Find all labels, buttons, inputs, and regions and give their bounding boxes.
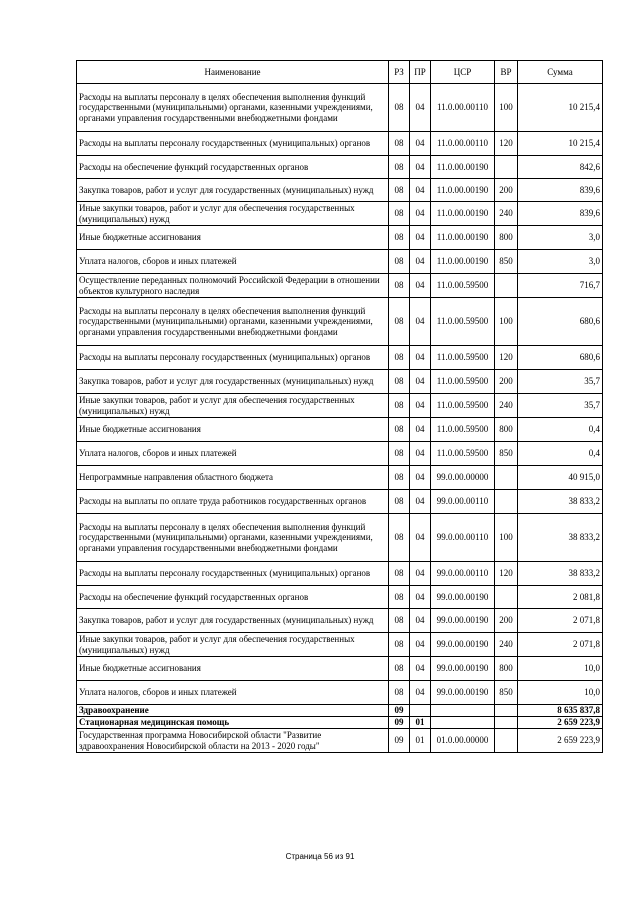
cell-csr: 11.0.00.00110 (431, 132, 495, 156)
cell-name: Осуществление переданных полномочий Российской Федерации в отношении объектов культурного наследия (77, 274, 389, 298)
cell-pr: 04 (410, 226, 431, 250)
cell-pr: 04 (410, 156, 431, 179)
cell-pr: 04 (410, 586, 431, 609)
cell-vr: 200 (495, 179, 518, 202)
cell-vr (495, 466, 518, 490)
cell-rz: 08 (389, 657, 410, 681)
cell-sum: 38 833,2 (518, 490, 603, 514)
cell-pr: 04 (410, 442, 431, 466)
cell-vr: 100 (495, 514, 518, 562)
cell-csr: 11.0.00.59500 (431, 394, 495, 418)
cell-name: Здравоохранение (77, 705, 389, 717)
cell-csr: 11.0.00.00190 (431, 250, 495, 274)
table-row (77, 202, 603, 226)
cell-rz: 08 (389, 346, 410, 370)
cell-name: Уплата налогов, сборов и иных платежей (77, 681, 389, 705)
cell-pr: 04 (410, 466, 431, 490)
cell-rz: 08 (389, 226, 410, 250)
cell-rz: 08 (389, 586, 410, 609)
cell-sum: 35,7 (518, 394, 603, 418)
cell-csr: 99.0.00.00190 (431, 609, 495, 633)
table-row (77, 609, 603, 633)
table-row (77, 705, 603, 717)
cell-sum: 680,6 (518, 346, 603, 370)
table-row (77, 370, 603, 394)
cell-pr: 04 (410, 681, 431, 705)
table-row (77, 657, 603, 681)
cell-sum: 2 659 223,9 (518, 717, 603, 729)
cell-vr (495, 156, 518, 179)
table-row (77, 562, 603, 586)
table-row (77, 346, 603, 370)
cell-vr (495, 274, 518, 298)
table-row (77, 179, 603, 202)
cell-rz: 08 (389, 562, 410, 586)
cell-name: Иные бюджетные ассигнования (77, 657, 389, 681)
cell-pr (410, 705, 431, 717)
table-row (77, 274, 603, 298)
header-pr: ПР (410, 61, 431, 84)
cell-name: Уплата налогов, сборов и иных платежей (77, 250, 389, 274)
cell-name: Расходы на обеспечение функций государственных органов (77, 586, 389, 609)
cell-pr: 04 (410, 179, 431, 202)
cell-sum: 10 215,4 (518, 84, 603, 132)
page-number: Страница 56 из 91 (285, 852, 355, 861)
cell-name: Закупка товаров, работ и услуг для государственных (муниципальных) нужд (77, 179, 389, 202)
cell-name: Государственная программа Новосибирской области "Развитие здравоохранения Новосибирской области на 2013 - 2020 годы" (77, 729, 389, 753)
cell-pr: 04 (410, 394, 431, 418)
cell-name: Иные бюджетные ассигнования (77, 418, 389, 442)
cell-rz: 09 (389, 717, 410, 729)
cell-rz: 08 (389, 370, 410, 394)
cell-csr: 99.0.00.00000 (431, 466, 495, 490)
cell-vr (495, 586, 518, 609)
cell-pr: 04 (410, 490, 431, 514)
cell-rz: 08 (389, 633, 410, 657)
cell-sum: 716,7 (518, 274, 603, 298)
cell-pr: 04 (410, 370, 431, 394)
cell-pr: 04 (410, 202, 431, 226)
cell-pr: 04 (410, 657, 431, 681)
cell-rz: 08 (389, 156, 410, 179)
cell-vr (495, 705, 518, 717)
cell-csr: 99.0.00.00190 (431, 681, 495, 705)
cell-name: Расходы на выплаты персоналу государственных (муниципальных) органов (77, 346, 389, 370)
cell-rz: 08 (389, 179, 410, 202)
cell-pr: 04 (410, 132, 431, 156)
cell-csr: 99.0.00.00110 (431, 562, 495, 586)
cell-sum: 8 635 837,8 (518, 705, 603, 717)
cell-vr: 100 (495, 298, 518, 346)
table-row (77, 514, 603, 562)
cell-vr: 800 (495, 226, 518, 250)
cell-pr: 04 (410, 609, 431, 633)
cell-rz: 08 (389, 418, 410, 442)
table-row (77, 681, 603, 705)
cell-sum: 839,6 (518, 202, 603, 226)
cell-vr: 240 (495, 202, 518, 226)
cell-name: Иные закупки товаров, работ и услуг для обеспечения государственных (муниципальных) нужд (77, 202, 389, 226)
cell-rz: 08 (389, 274, 410, 298)
cell-csr: 11.0.00.00190 (431, 179, 495, 202)
cell-rz: 09 (389, 705, 410, 717)
table-row (77, 490, 603, 514)
cell-name: Иные закупки товаров, работ и услуг для обеспечения государственных (муниципальных) нужд (77, 633, 389, 657)
table-row (77, 633, 603, 657)
cell-vr: 850 (495, 681, 518, 705)
cell-rz: 09 (389, 729, 410, 753)
cell-rz: 08 (389, 466, 410, 490)
header-vr: ВР (495, 61, 518, 84)
cell-rz: 08 (389, 132, 410, 156)
cell-csr: 11.0.00.59500 (431, 274, 495, 298)
cell-name: Расходы на выплаты персоналу в целях обеспечения выполнения функций государственными (муниципальными) органами, казенными учреждениями, органами управления государственными внебюджетными фондами (77, 84, 389, 132)
cell-csr: 11.0.00.59500 (431, 418, 495, 442)
cell-vr: 240 (495, 633, 518, 657)
cell-rz: 08 (389, 681, 410, 705)
cell-vr: 800 (495, 657, 518, 681)
cell-rz: 08 (389, 490, 410, 514)
cell-vr (495, 717, 518, 729)
cell-pr: 04 (410, 514, 431, 562)
cell-sum: 3,0 (518, 250, 603, 274)
table-header-row (77, 61, 603, 84)
cell-name: Уплата налогов, сборов и иных платежей (77, 442, 389, 466)
cell-csr: 11.0.00.59500 (431, 346, 495, 370)
cell-pr: 04 (410, 633, 431, 657)
cell-vr: 850 (495, 250, 518, 274)
table-row (77, 156, 603, 179)
table-row (77, 226, 603, 250)
cell-vr: 120 (495, 562, 518, 586)
cell-vr: 200 (495, 609, 518, 633)
table-row (77, 250, 603, 274)
cell-pr: 01 (410, 717, 431, 729)
cell-sum: 0,4 (518, 418, 603, 442)
table-row (77, 132, 603, 156)
cell-name: Расходы на выплаты персоналу государственных (муниципальных) органов (77, 132, 389, 156)
cell-csr: 11.0.00.00190 (431, 156, 495, 179)
cell-pr: 04 (410, 250, 431, 274)
cell-rz: 08 (389, 250, 410, 274)
cell-sum: 2 071,8 (518, 633, 603, 657)
cell-name: Закупка товаров, работ и услуг для государственных (муниципальных) нужд (77, 370, 389, 394)
cell-vr (495, 490, 518, 514)
cell-csr: 11.0.00.00110 (431, 84, 495, 132)
table-body (77, 84, 603, 753)
cell-rz: 08 (389, 609, 410, 633)
cell-pr: 04 (410, 562, 431, 586)
header-rz: РЗ (389, 61, 410, 84)
cell-rz: 08 (389, 394, 410, 418)
cell-sum: 2 659 223,9 (518, 729, 603, 753)
cell-name: Иные закупки товаров, работ и услуг для обеспечения государственных (муниципальных) нужд (77, 394, 389, 418)
cell-vr: 240 (495, 394, 518, 418)
cell-rz: 08 (389, 202, 410, 226)
table-row (77, 586, 603, 609)
cell-csr: 99.0.00.00190 (431, 633, 495, 657)
cell-sum: 35,7 (518, 370, 603, 394)
table-row (77, 729, 603, 753)
cell-pr: 01 (410, 729, 431, 753)
cell-vr: 800 (495, 418, 518, 442)
table-row (77, 442, 603, 466)
header-name: Наименование (77, 61, 389, 84)
cell-vr: 850 (495, 442, 518, 466)
cell-vr: 100 (495, 84, 518, 132)
cell-sum: 38 833,2 (518, 562, 603, 586)
cell-pr: 04 (410, 418, 431, 442)
cell-csr: 11.0.00.00190 (431, 202, 495, 226)
table-row (77, 394, 603, 418)
cell-pr: 04 (410, 84, 431, 132)
cell-rz: 08 (389, 298, 410, 346)
cell-vr: 120 (495, 346, 518, 370)
cell-sum: 38 833,2 (518, 514, 603, 562)
cell-csr (431, 705, 495, 717)
cell-name: Закупка товаров, работ и услуг для государственных (муниципальных) нужд (77, 609, 389, 633)
cell-csr: 11.0.00.59500 (431, 298, 495, 346)
budget-table (76, 60, 603, 753)
cell-sum: 3,0 (518, 226, 603, 250)
header-sum: Сумма (518, 61, 603, 84)
cell-sum: 839,6 (518, 179, 603, 202)
cell-csr: 01.0.00.00000 (431, 729, 495, 753)
cell-csr: 99.0.00.00110 (431, 514, 495, 562)
header-csr: ЦСР (431, 61, 495, 84)
cell-vr: 120 (495, 132, 518, 156)
cell-csr: 99.0.00.00190 (431, 657, 495, 681)
cell-vr (495, 729, 518, 753)
cell-rz: 08 (389, 514, 410, 562)
cell-name: Непрограммные направления областного бюджета (77, 466, 389, 490)
cell-csr: 11.0.00.59500 (431, 442, 495, 466)
cell-name: Расходы на выплаты персоналу в целях обеспечения выполнения функций государственными (муниципальными) органами, казенными учреждениями, органами управления государственными внебюджетными фондами (77, 298, 389, 346)
cell-name: Стационарная медицинская помощь (77, 717, 389, 729)
cell-csr: 99.0.00.00190 (431, 586, 495, 609)
cell-sum: 10 215,4 (518, 132, 603, 156)
cell-sum: 2 071,8 (518, 609, 603, 633)
cell-name: Расходы на обеспечение функций государственных органов (77, 156, 389, 179)
cell-csr (431, 717, 495, 729)
cell-name: Расходы на выплаты персоналу в целях обеспечения выполнения функций государственными (муниципальными) органами, казенными учреждениями, органами управления государственными внебюджетными фондами (77, 514, 389, 562)
table-row (77, 418, 603, 442)
cell-name: Расходы на выплаты по оплате труда работников государственных органов (77, 490, 389, 514)
cell-csr: 11.0.00.59500 (431, 370, 495, 394)
cell-sum: 40 915,0 (518, 466, 603, 490)
table-row (77, 717, 603, 729)
table-row (77, 84, 603, 132)
table-row (77, 298, 603, 346)
cell-sum: 680,6 (518, 298, 603, 346)
cell-pr: 04 (410, 274, 431, 298)
cell-sum: 2 081,8 (518, 586, 603, 609)
cell-rz: 08 (389, 84, 410, 132)
cell-sum: 10,0 (518, 681, 603, 705)
cell-sum: 842,6 (518, 156, 603, 179)
table-row (77, 466, 603, 490)
cell-csr: 11.0.00.00190 (431, 226, 495, 250)
cell-sum: 10,0 (518, 657, 603, 681)
cell-pr: 04 (410, 346, 431, 370)
cell-vr: 200 (495, 370, 518, 394)
cell-sum: 0,4 (518, 442, 603, 466)
cell-rz: 08 (389, 442, 410, 466)
cell-name: Расходы на выплаты персоналу государственных (муниципальных) органов (77, 562, 389, 586)
cell-csr: 99.0.00.00110 (431, 490, 495, 514)
cell-name: Иные бюджетные ассигнования (77, 226, 389, 250)
cell-pr: 04 (410, 298, 431, 346)
